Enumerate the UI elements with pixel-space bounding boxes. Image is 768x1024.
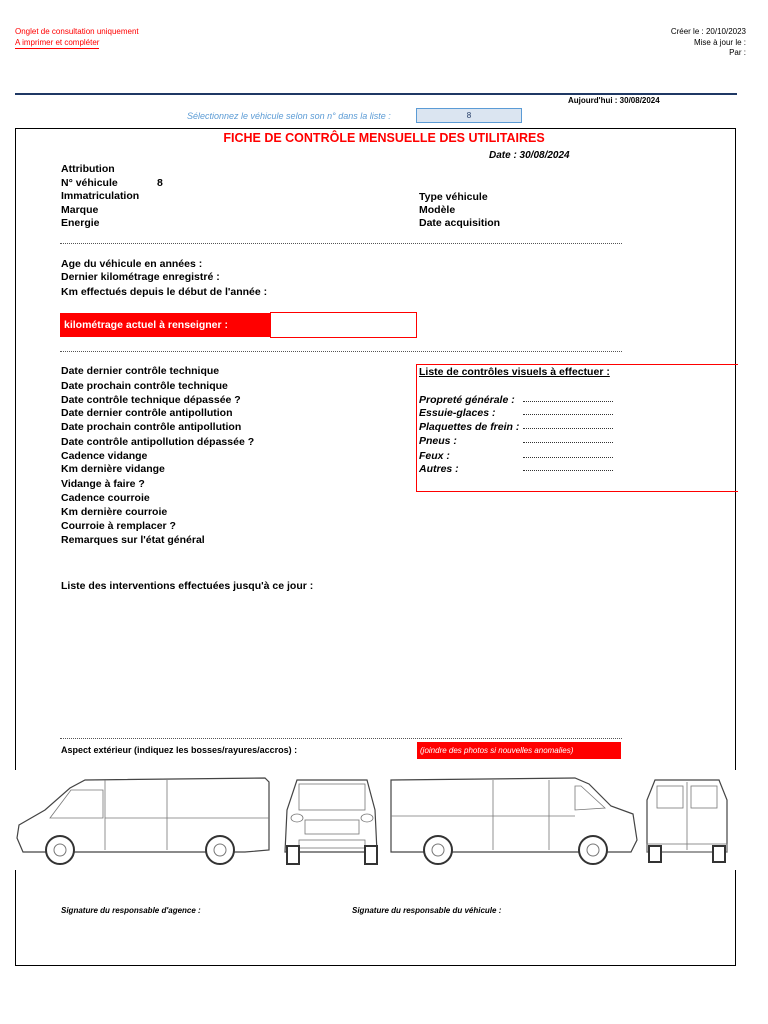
section-divider [60,243,622,244]
check-item: Plaquettes de frein : [419,421,520,433]
attribution-label: Attribution [61,163,115,175]
check-item: Essuie-glaces : [419,407,496,419]
check-field[interactable] [523,457,613,458]
registration-label: Immatriculation [61,190,140,202]
check-field[interactable] [523,442,613,443]
vehicle-type-label: Type véhicule [419,191,488,203]
tech-row: Date contrôle antipollution dépassée ? [61,436,255,448]
vehicle-diagram[interactable] [15,770,737,870]
tech-row: Cadence vidange [61,450,148,462]
interventions-label: Liste des interventions effectuées jusqu'à ce jour : [61,580,314,592]
brand-label: Marque [61,204,99,216]
section-divider [60,738,622,739]
tech-row: Date prochain contrôle technique [61,380,228,392]
vehicle-no-label: N° véhicule [61,177,118,189]
photos-note: (joindre des photos si nouvelles anomalies) [417,742,621,759]
section-divider [60,351,622,352]
check-item: Feux : [419,450,450,462]
last-km-label: Dernier kilométrage enregistré : [61,271,220,283]
check-field[interactable] [523,401,613,402]
age-label: Age du véhicule en années : [61,258,203,270]
visual-checks-title: Liste de contrôles visuels à effectuer : [419,366,610,378]
energy-label: Energie [61,217,100,229]
today-date: Aujourd'hui : 30/08/2024 [568,96,660,105]
van-side-left-view [17,778,269,864]
vehicle-signature-label: Signature du responsable du véhicule : [352,906,502,915]
aspect-label: Aspect extérieur (indiquez les bosses/rayures/accros) : [61,745,298,755]
van-rear-view [647,780,727,862]
check-field[interactable] [523,414,613,415]
created-date: Créer le : 20/10/2023 [670,27,746,36]
check-item: Autres : [419,463,459,475]
check-item: Propreté générale : [419,394,515,406]
tech-row: Date dernier contrôle technique [61,365,220,377]
updated-date: Mise à jour le : [693,38,746,47]
km-year-label: Km effectués depuis le début de l'année : [61,286,268,298]
van-side-right-view [391,778,637,864]
current-km-label: kilométrage actuel à renseigner : [60,313,270,337]
check-field[interactable] [523,470,613,471]
van-front-view [285,780,377,864]
tech-row: Date prochain contrôle antipollution [61,421,242,433]
form-date: Date : 30/08/2024 [489,150,570,161]
consultation-note: Onglet de consultation uniquement [15,27,139,36]
tech-row: Remarques sur l'état général [61,534,205,546]
vehicle-select-input[interactable]: 8 [416,108,522,123]
form-title: FICHE DE CONTRÔLE MENSUELLE DES UTILITAIRES [223,131,545,145]
agency-signature-label: Signature du responsable d'agence : [61,906,201,915]
vehicle-no-value: 8 [157,177,163,189]
vehicle-select-label: Sélectionnez le véhicule selon son n° dans la liste : [187,111,391,121]
tech-row: Km dernière vidange [61,463,165,475]
print-note: A imprimer et compléter [15,38,100,47]
tech-row: Km dernière courroie [61,506,168,518]
check-item: Pneus : [419,435,457,447]
tech-row: Vidange à faire ? [61,478,145,490]
check-field[interactable] [523,428,613,429]
model-label: Modèle [419,204,456,216]
tech-row: Courroie à remplacer ? [61,520,176,532]
header-divider [15,93,737,95]
acquisition-date-label: Date acquisition [419,217,501,229]
updated-by: Par : [729,48,746,57]
current-km-input[interactable] [270,312,417,338]
tech-row: Date contrôle technique dépassée ? [61,394,241,406]
tech-row: Cadence courroie [61,492,150,504]
tech-row: Date dernier contrôle antipollution [61,407,233,419]
